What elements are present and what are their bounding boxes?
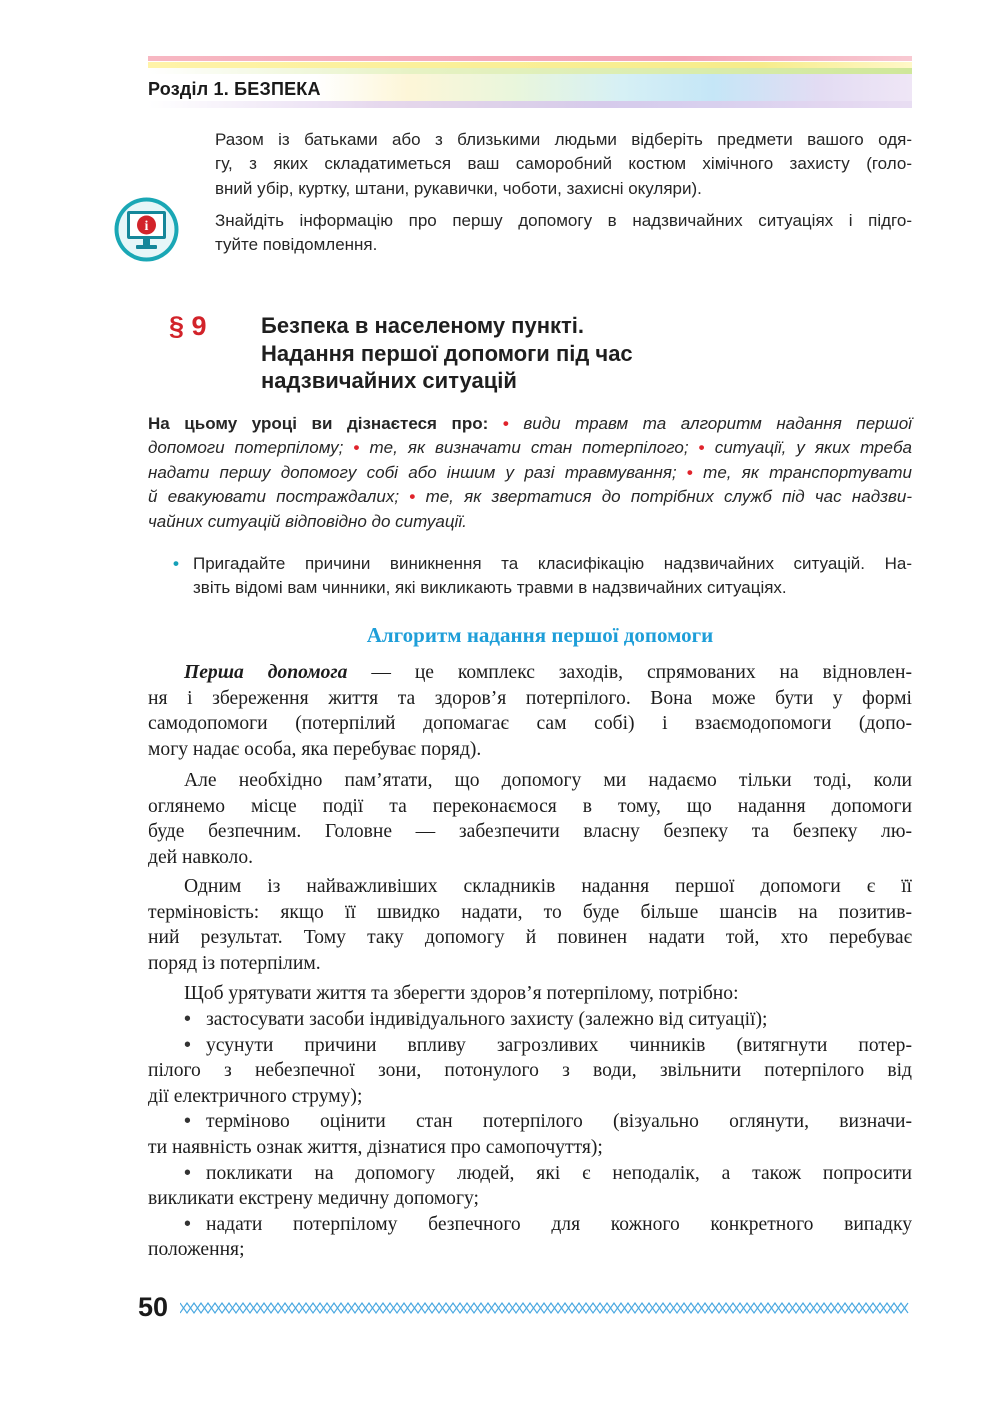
page-number: 50 [138, 1292, 169, 1322]
paragraph-definition [148, 660, 912, 762]
objective-text: види травм та алгоритм надання першої [523, 414, 912, 433]
term-first-aid: Перша допомога [184, 662, 348, 683]
text-line [148, 436, 912, 460]
text-line: поряд із потерпілим. [148, 952, 321, 974]
text-line: самодопомоги (потерпілий допомагає сам собі) і взаємодопомоги (допо- [148, 713, 912, 735]
objective-text: й евакуювати постраждалих; [148, 487, 400, 507]
text-line [148, 412, 912, 436]
text-line: оглянемо місце події та переконаємося в тому, що надання допомоги [148, 795, 912, 817]
objective-text: допомоги потерпілому; [148, 438, 344, 458]
steps-list [148, 1007, 912, 1263]
objective-text: те, як визначати стан потерпілого; [369, 438, 689, 458]
lesson-objectives [148, 412, 912, 534]
text-line: ня і збереження життя та здоров’я потерпілого. Вона може бути у формі [148, 687, 912, 709]
reminder-question [173, 552, 912, 601]
section-title-line: надзвичайних ситуацій [261, 368, 517, 393]
red-bullet: • [353, 438, 360, 458]
list-item-text: терміново оцінити стан потерпілого (візуально оглянути, визначи- [206, 1111, 912, 1133]
text-line: викликати екстрену медичну допомогу; [148, 1188, 479, 1210]
list-bullet: • [184, 1034, 191, 1056]
text-line [148, 1033, 912, 1059]
red-bullet: • [686, 462, 693, 482]
list-bullet: • [184, 1009, 191, 1030]
text-line [148, 1007, 912, 1033]
text-line: ти наявність ознак життя, дізнатися про самопочуття); [148, 1136, 603, 1158]
task-paragraph-first-aid [215, 209, 912, 258]
objective-text: надати першу допомогу собі або іншим у разі травмування; [148, 462, 677, 482]
list-bullet: • [184, 1162, 191, 1184]
objectives-lead: На цьому уроці ви дізнаєтеся про: [148, 414, 489, 433]
list-bullet: • [184, 1213, 191, 1235]
definition-text: — це комплекс заходів, спрямованих на відновлен- [347, 662, 912, 683]
list-item-text: застосувати засоби індивідуального захисту (залежно від ситуації); [206, 1009, 768, 1030]
text-line: Але необхідно пам’ятати, що допомогу ми надаємо тільки тоді, коли [184, 770, 912, 791]
text-line: положення; [148, 1239, 245, 1261]
task-paragraph-costume [215, 128, 912, 201]
list-bullet: • [184, 1111, 191, 1133]
info-monitor-icon [113, 196, 180, 263]
red-bullet: • [698, 438, 705, 458]
header-stripe-lilac [148, 101, 912, 108]
list-item [148, 1212, 912, 1263]
header-stripe-pink [148, 56, 912, 61]
text-line: терміновість: якщо її швидко надати, то буде більше шансів на позитив- [148, 901, 912, 923]
text-line: дії електричного струму); [148, 1085, 363, 1107]
text-line: Знайдіть інформацію про першу допомогу в надзвичайних ситуаціях і підго- [215, 211, 912, 230]
text-line: буде безпечним. Головне — забезпечити власну безпеку та безпеку лю- [148, 821, 912, 843]
list-item [148, 1161, 912, 1212]
objective-text: те, як транспортувати [703, 462, 913, 482]
text-line: Одним із найважливіших складників надання першої допомоги є її [184, 876, 912, 897]
paragraph-steps-intro [148, 981, 912, 1007]
info-glyph: i [144, 219, 149, 234]
section-title-line: Надання першої допомоги під час [261, 340, 633, 366]
text-line [148, 1109, 912, 1135]
section-title [261, 312, 633, 395]
section-title-line: Безпека в населеному пункті. [261, 313, 585, 338]
chapter-label: Розділ 1. БЕЗПЕКА [148, 79, 321, 99]
objective-text: те, як звертатися до потрібних служб під час надзви- [425, 487, 912, 507]
list-item [148, 1033, 912, 1110]
teal-bullet: • [173, 554, 179, 573]
objective-text: чайних ситуацій відповідно до ситуації. [148, 511, 467, 531]
text-line: вний убір, куртку, штани, рукавички, чоботи, захисні окуляри). [215, 178, 702, 198]
text-line: ний результат. Тому таку допомогу й повинен надати той, хто перебуває [148, 927, 912, 949]
text-line: Разом із батьками або з близькими людьми відберіть предмети вашого одя- [215, 130, 912, 149]
text-line: Пригадайте причини виникнення та класифікацію надзвичайних ситуацій. На- [193, 554, 912, 573]
text-line [148, 510, 912, 534]
text-line [148, 485, 912, 509]
red-bullet: • [409, 487, 416, 507]
zigzag-line [180, 1303, 908, 1313]
paragraph-safety [148, 768, 912, 870]
list-item [148, 1007, 912, 1033]
list-item-text: покликати на допомогу людей, які є неподалік, а також попросити [206, 1162, 912, 1184]
text-line: гу, з яких складатиметься ваш саморобний костюм хімічного захисту (голо- [215, 154, 912, 174]
text-line [148, 660, 912, 686]
subheading [0, 623, 992, 648]
text-line: туйте повідомлення. [215, 235, 378, 255]
paragraph-urgency [148, 874, 912, 976]
text-line [148, 461, 912, 485]
list-item-text: надати потерпілому безпечного для кожного конкретного випадку [206, 1213, 912, 1235]
text-line: дей навколо. [148, 846, 254, 868]
zigzag-ornament [180, 1300, 912, 1316]
objective-text: ситуації, у яких треба [714, 438, 912, 458]
text-line: Щоб урятувати життя та зберегти здоров’я потерпілому, потрібно: [184, 983, 739, 1004]
list-item-text: усунути причини впливу загрозливих чинників (витягнути потер- [206, 1034, 912, 1056]
text-line: звіть відомі вам чинники, які викликають травми в надзвичайних ситуаціях. [193, 578, 787, 598]
text-line [148, 1161, 912, 1187]
subheading-text: Алгоритм надання першої допомоги [366, 623, 714, 647]
text-line: могу надає особа, яка перебуває поряд). [148, 738, 482, 760]
section-number: § 9 [169, 311, 207, 341]
red-bullet: • [502, 414, 509, 433]
text-line: пілого з небезпечної зони, потонулого з води, звільнити потерпілого від [148, 1060, 912, 1082]
list-item [148, 1109, 912, 1160]
text-line [148, 1212, 912, 1238]
